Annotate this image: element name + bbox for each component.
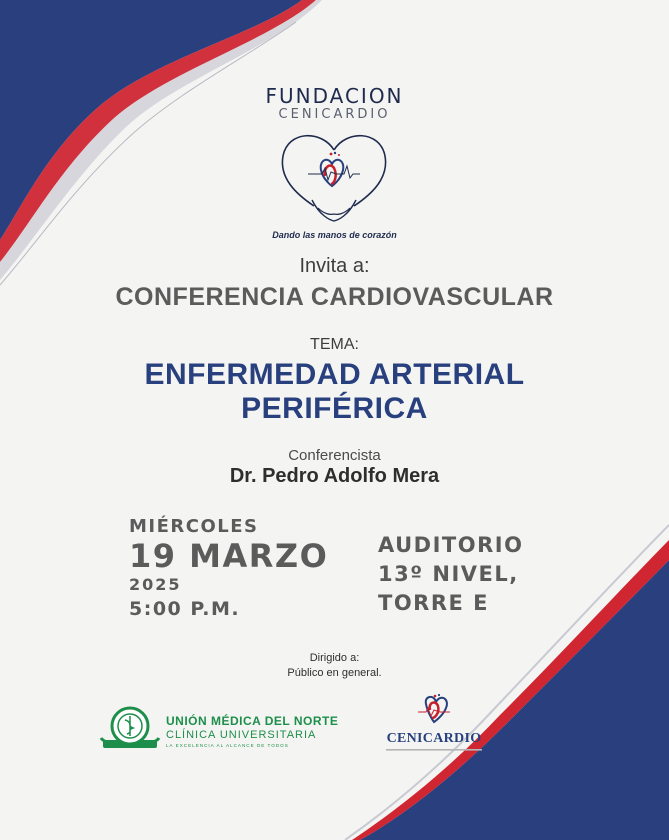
speaker-label: Conferencista: [288, 447, 381, 464]
cenicardio-heart-icon: [414, 690, 454, 730]
event-time: 5:00 P.M.: [129, 598, 241, 620]
venue-line2: 13º NIVEL,: [378, 562, 519, 586]
event-venue-block: [378, 531, 523, 618]
cenicardio-fineprint-line: [375, 748, 493, 753]
topic-title: [0, 358, 669, 426]
event-weekday: MIÉRCOLES: [129, 516, 259, 537]
heart-hands-logo-icon: [274, 124, 394, 228]
topic-title-line1: ENFERMEDAD ARTERIAL: [144, 358, 525, 391]
event-year: 2025: [129, 575, 182, 594]
invitation-intro: Invita a:: [299, 255, 370, 277]
union-medica-name: UNIÓN MÉDICA DEL NORTE: [166, 714, 339, 728]
union-medica-subtitle: CLÍNICA UNIVERSITARIA: [166, 729, 317, 741]
venue-line1: AUDITORIO: [378, 533, 524, 557]
foundation-subname: CENICARDIO: [278, 107, 391, 122]
audience-label: Dirigido a:: [309, 652, 360, 664]
audience-value: Público en general.: [287, 667, 382, 679]
foundation-name: FUNDACION: [265, 84, 404, 108]
event-type-heading: CONFERENCIA CARDIOVASCULAR: [115, 283, 554, 311]
union-medica-slogan: LA EXCELENCIA AL ALCANCE DE TODOS: [166, 743, 289, 748]
event-day-month: 19 MARZO: [129, 537, 329, 575]
union-medica-seal-icon: [97, 704, 163, 752]
topic-label: TEMA:: [310, 336, 359, 353]
foundation-tagline: Dando las manos de corazón: [272, 230, 397, 240]
topic-title-line2: PERIFÉRICA: [241, 392, 428, 425]
union-medica-text: [166, 714, 338, 748]
venue-line3: TORRE E: [378, 591, 490, 615]
cenicardio-name: CENICARDIO: [386, 731, 482, 746]
fineprint-placeholder-icon: [386, 748, 482, 752]
event-date-block: [129, 516, 328, 622]
speaker-name: Dr. Pedro Adolfo Mera: [229, 465, 440, 487]
audience-block: [0, 651, 669, 681]
